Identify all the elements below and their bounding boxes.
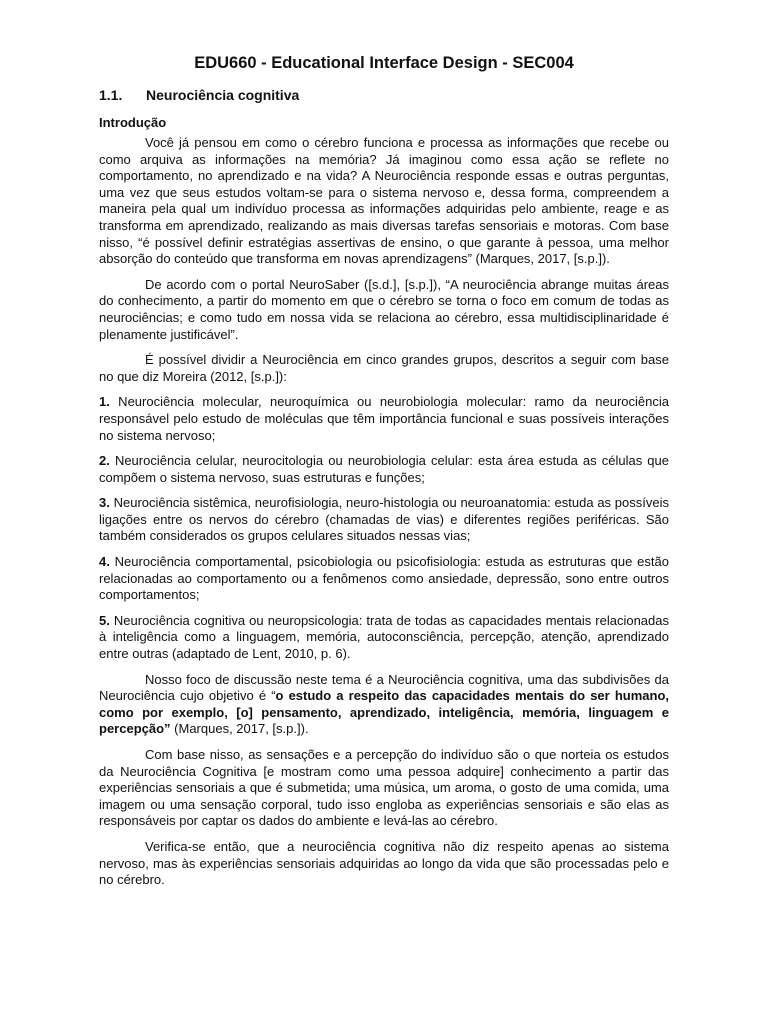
list-item-number: 3.	[99, 495, 110, 511]
list-item	[99, 394, 669, 444]
list-item-number: 1.	[99, 394, 110, 410]
list-item-text: Neurociência cognitiva ou neuropsicologia: trata de todas as capacidades mentais relacionadas à inteligência como a linguagem, memória, autoconsciência, percepção, atenção, aprendizado entre outras (adaptado de Lent, 2010, p. 6).	[99, 612, 669, 662]
section-number: 1.1.	[99, 87, 123, 103]
paragraph-3: É possível dividir a Neurociência em cinco grandes grupos, descritos a seguir com base no que diz Moreira (2012, [s.p.]):	[99, 352, 669, 384]
paragraph-4-start: Nosso foco de discussão neste tema é a Neurociência cognitiva, uma das subdivisões da Neurociência cujo objetivo é “	[99, 671, 669, 704]
list-item-number: 5.	[99, 612, 110, 628]
paragraph-2: De acordo com o portal NeuroSaber ([s.d.], [s.p.]), “A neurociência abrange muitas áreas do conhecimento, a partir do momento em que o cérebro se torna o foco em comum de todas as neurociências; e como tudo em nossa vida se relaciona ao cérebro, essa multidisciplinaridade é plenamente justificável”.	[99, 276, 669, 342]
list-item-number: 2.	[99, 453, 110, 469]
section-heading	[99, 86, 669, 104]
list-item-text: Neurociência sistêmica, neurofisiologia, neuro-histologia ou neuroanatomia: estuda as possíveis ligações entre os nervos do cérebro (chamadas de vias) e diferentes regiões periféricas. São também considerados os grupos celulares situados nessas vias;	[99, 495, 669, 544]
document-title: EDU660 - Educational Interface Design - SEC004	[194, 54, 574, 72]
paragraph-4	[99, 672, 669, 738]
list-item-text: Neurociência comportamental, psicobiologia ou psicofisiologia: estuda as estruturas que estão relacionadas ao comportamento ou a fenômenos como ansiedade, depressão, sono entre outros comportamentos;	[99, 554, 669, 603]
list-item-number: 4.	[99, 554, 110, 570]
paragraph-1: Você já pensou em como o cérebro funciona e processa as informações que recebe ou como arquiva as informações na memória? Já imaginou como essa ação se reflete no comportamento, no aprendizado e na vida? A Neurociência responde essas e outras perguntas, uma vez que seus estudos voltam-se para o sistema nervoso e, dessa forma, compreendem a maneira pela qual um indivíduo processa as informações adquiridas pelo ambiente, reage e as transforma em aprendizado, realizando as mais diversas tarefas sensoriais e motoras. Com base nisso, “é possível definir estratégias assertivas de ensino, o que garante à pessoa, uma melhor absorção do conteúdo que transforma em novas aprendizagens” (Marques, 2017, [s.p.]).	[99, 135, 669, 267]
subheading-introducao: Introdução	[99, 115, 167, 130]
list-item	[99, 453, 669, 486]
list-item	[99, 554, 669, 604]
list-item-text: Neurociência molecular, neuroquímica ou neurobiologia molecular: ramo da neurociência responsável pelo estudo de moléculas que têm importância funcional e suas possíveis interações no sistema nervoso;	[99, 394, 669, 443]
paragraph-5: Com base nisso, as sensações e a percepção do indivíduo são o que norteia os estudos da Neurociência Cognitiva [e mostram como uma pessoa adquire] conhecimento a partir das experiências sensoriais a que é submetida; uma música, um aroma, o gosto de uma comida, uma imagem ou uma sensação corporal, tudo isso engloba as experiências sensoriais e são elas as responsáveis por captar os dados do ambiente e levá-las ao cérebro.	[99, 747, 669, 829]
list-item-text: Neurociência celular, neurocitologia ou neurobiologia celular: esta área estuda as células que compõem o sistema nervoso, suas estruturas e funções;	[99, 453, 669, 485]
paragraph-4-end: (Marques, 2017, [s.p.]).	[170, 721, 309, 737]
paragraph-6: Verifica-se então, que a neurociência cognitiva não diz respeito apenas ao sistema nervoso, mas às experiências sensoriais adquiridas ao longo da vida que são processadas pelo e no cérebro.	[99, 838, 669, 888]
paragraph-4-bold-quote: o estudo a respeito das capacidades mentais do ser humano, como por exemplo, [o] pensamento, aprendizado, inteligência, memória, linguagem e percepção”	[99, 688, 669, 737]
list-item	[99, 495, 669, 545]
list-item	[99, 613, 669, 663]
section-title: Neurociência cognitiva	[146, 87, 300, 103]
